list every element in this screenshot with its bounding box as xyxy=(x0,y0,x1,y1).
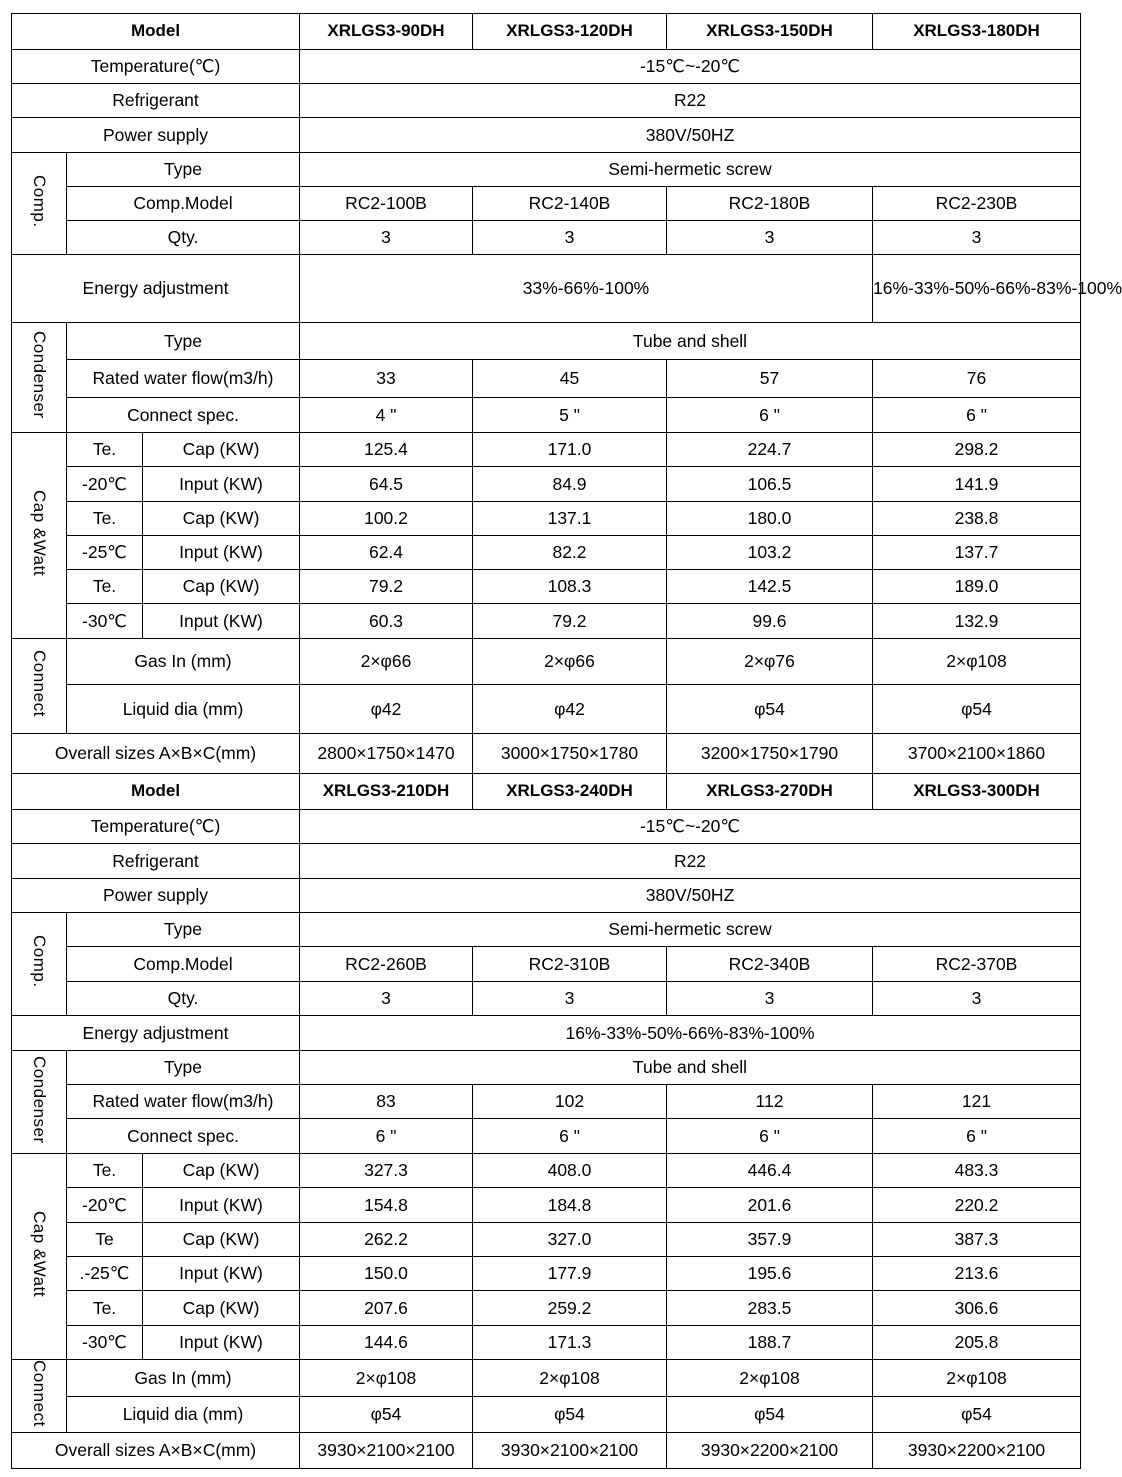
liquid-dia-cell: φ42 xyxy=(473,685,667,734)
input-value: 82.2 xyxy=(473,536,667,570)
cap-value: 189.0 xyxy=(873,570,1081,604)
table-row xyxy=(12,1188,1081,1223)
connect-group-label-text: Connect xyxy=(30,650,50,717)
power-supply-value: 380V/50HZ xyxy=(300,118,1081,153)
table-row xyxy=(12,734,1081,774)
energy-adjustment-label: Energy adjustment xyxy=(12,255,300,323)
te-label: Te. xyxy=(67,1291,143,1326)
power-supply-value: 380V/50HZ xyxy=(300,879,1081,913)
table-row xyxy=(12,118,1081,153)
comp-group-label-text: Comp. xyxy=(30,935,50,988)
connect-spec-cell: 6 " xyxy=(473,1119,667,1154)
connect-spec-label: Connect spec. xyxy=(67,1119,300,1154)
input-value: 150.0 xyxy=(300,1257,473,1291)
condenser-type-value: Tube and shell xyxy=(300,323,1081,360)
qty-cell: 3 xyxy=(473,982,667,1016)
cap-kw-label: Cap (KW) xyxy=(143,502,300,536)
comp-type-value: Semi-hermetic screw xyxy=(300,913,1081,947)
model-label: Model xyxy=(12,14,300,50)
cap-watt-group-label-text: Cap &Watt xyxy=(30,489,50,577)
cap-watt-group-label-text: Cap &Watt xyxy=(30,1210,50,1298)
table-row xyxy=(12,947,1081,982)
qty-cell: 3 xyxy=(473,221,667,255)
cap-value: 125.4 xyxy=(300,433,473,467)
table-row xyxy=(12,1360,1081,1397)
table-row xyxy=(12,1291,1081,1326)
input-value: 62.4 xyxy=(300,536,473,570)
connect-spec-label: Connect spec. xyxy=(67,398,300,433)
condenser-type-value: Tube and shell xyxy=(300,1051,1081,1085)
te-label: Te. xyxy=(67,502,143,536)
table-row xyxy=(12,398,1081,433)
gas-in-cell: 2×φ108 xyxy=(667,1360,873,1397)
table-row xyxy=(12,639,1081,685)
comp-model-cell: RC2-310B xyxy=(473,947,667,982)
connect-spec-cell: 6 " xyxy=(873,1119,1081,1154)
condenser-group-label-text: Condenser xyxy=(30,331,50,419)
input-kw-label: Input (KW) xyxy=(143,1257,300,1291)
comp-group-label xyxy=(12,913,67,1016)
refrigerant-label: Refrigerant xyxy=(12,844,300,879)
condenser-type-label: Type xyxy=(67,1051,300,1085)
table-row xyxy=(12,1257,1081,1291)
connect-spec-cell: 4 " xyxy=(300,398,473,433)
condenser-group-label xyxy=(12,323,67,433)
cap-value: 408.0 xyxy=(473,1154,667,1188)
comp-group-label xyxy=(12,153,67,255)
comp-model-cell: RC2-140B xyxy=(473,187,667,221)
qty-label: Qty. xyxy=(67,982,300,1016)
cap-kw-label: Cap (KW) xyxy=(143,1154,300,1188)
overall-size-cell: 3000×1750×1780 xyxy=(473,734,667,774)
connect-group-label-text: Connect xyxy=(30,1360,50,1427)
temperature-label: Temperature(℃) xyxy=(12,810,300,844)
refrigerant-label: Refrigerant xyxy=(12,84,300,118)
input-value: 205.8 xyxy=(873,1326,1081,1360)
input-value: 188.7 xyxy=(667,1326,873,1360)
liquid-dia-cell: φ54 xyxy=(667,1397,873,1433)
connect-group-label xyxy=(12,639,67,734)
table-row xyxy=(12,1085,1081,1119)
overall-sizes-label: Overall sizes A×B×C(mm) xyxy=(12,1433,300,1469)
gas-in-cell: 2×φ66 xyxy=(473,639,667,685)
table-row xyxy=(12,1223,1081,1257)
power-supply-label: Power supply xyxy=(12,879,300,913)
model-label: Model xyxy=(12,774,300,810)
condenser-group-label-text: Condenser xyxy=(30,1055,50,1144)
qty-cell: 3 xyxy=(667,221,873,255)
qty-cell: 3 xyxy=(667,982,873,1016)
water-flow-cell: 112 xyxy=(667,1085,873,1119)
te-label: Te xyxy=(67,1223,143,1257)
table-row xyxy=(12,1119,1081,1154)
model-name-cell: XRLGS3-180DH xyxy=(873,14,1081,50)
power-supply-label: Power supply xyxy=(12,118,300,153)
liquid-dia-cell: φ54 xyxy=(473,1397,667,1433)
input-value: 213.6 xyxy=(873,1257,1081,1291)
temperature-value: -15℃~-20℃ xyxy=(300,810,1081,844)
cap-value: 327.3 xyxy=(300,1154,473,1188)
input-value: 177.9 xyxy=(473,1257,667,1291)
overall-size-cell: 3700×2100×1860 xyxy=(873,734,1081,774)
liquid-dia-cell: φ54 xyxy=(667,685,873,734)
cap-value: 306.6 xyxy=(873,1291,1081,1326)
table-row xyxy=(12,536,1081,570)
table-row xyxy=(12,502,1081,536)
gas-in-cell: 2×φ66 xyxy=(300,639,473,685)
water-flow-cell: 57 xyxy=(667,360,873,398)
table-row xyxy=(12,14,1081,50)
input-kw-label: Input (KW) xyxy=(143,1188,300,1223)
water-flow-label: Rated water flow(m3/h) xyxy=(67,1085,300,1119)
te-temp-label: .-25℃ xyxy=(67,1257,143,1291)
cap-kw-label: Cap (KW) xyxy=(143,433,300,467)
comp-model-cell: RC2-260B xyxy=(300,947,473,982)
spec-table xyxy=(11,13,1122,1469)
water-flow-cell: 33 xyxy=(300,360,473,398)
connect-spec-cell: 6 " xyxy=(873,398,1081,433)
table-row xyxy=(12,685,1081,734)
water-flow-cell: 102 xyxy=(473,1085,667,1119)
water-flow-cell: 121 xyxy=(873,1085,1081,1119)
table-row xyxy=(12,1433,1081,1469)
table-row xyxy=(12,570,1081,604)
input-value: 79.2 xyxy=(473,604,667,639)
input-value: 144.6 xyxy=(300,1326,473,1360)
table-row xyxy=(12,774,1081,810)
input-value: 137.7 xyxy=(873,536,1081,570)
comp-model-cell: RC2-370B xyxy=(873,947,1081,982)
water-flow-cell: 83 xyxy=(300,1085,473,1119)
overall-size-cell: 3930×2200×2100 xyxy=(667,1433,873,1469)
qty-label: Qty. xyxy=(67,221,300,255)
input-value: 171.3 xyxy=(473,1326,667,1360)
te-temp-label: -20℃ xyxy=(67,467,143,502)
qty-cell: 3 xyxy=(300,221,473,255)
table-row xyxy=(12,84,1081,118)
cap-value: 207.6 xyxy=(300,1291,473,1326)
cap-value: 357.9 xyxy=(667,1223,873,1257)
model-name-cell: XRLGS3-300DH xyxy=(873,774,1081,810)
connect-spec-cell: 5 " xyxy=(473,398,667,433)
condenser-type-label: Type xyxy=(67,323,300,360)
cap-value: 298.2 xyxy=(873,433,1081,467)
connect-spec-cell: 6 " xyxy=(667,1119,873,1154)
te-temp-label: -20℃ xyxy=(67,1188,143,1223)
water-flow-cell: 45 xyxy=(473,360,667,398)
comp-group-label-text: Comp. xyxy=(30,174,50,228)
table-row xyxy=(12,844,1081,879)
liquid-dia-cell: φ54 xyxy=(873,685,1081,734)
input-value: 195.6 xyxy=(667,1257,873,1291)
te-label: Te. xyxy=(67,433,143,467)
input-value: 84.9 xyxy=(473,467,667,502)
cap-kw-label: Cap (KW) xyxy=(143,1291,300,1326)
energy-adjustment-value: 16%-33%-50%-66%-83%-100% xyxy=(300,1016,1081,1051)
cap-value: 483.3 xyxy=(873,1154,1081,1188)
table-row xyxy=(12,221,1081,255)
input-value: 64.5 xyxy=(300,467,473,502)
table-row xyxy=(12,1051,1081,1085)
input-kw-label: Input (KW) xyxy=(143,1326,300,1360)
cap-value: 283.5 xyxy=(667,1291,873,1326)
comp-type-label: Type xyxy=(67,153,300,187)
table-row xyxy=(12,433,1081,467)
cap-value: 79.2 xyxy=(300,570,473,604)
qty-cell: 3 xyxy=(873,982,1081,1016)
input-kw-label: Input (KW) xyxy=(143,604,300,639)
input-value: 220.2 xyxy=(873,1188,1081,1223)
comp-model-cell: RC2-340B xyxy=(667,947,873,982)
model-name-cell: XRLGS3-240DH xyxy=(473,774,667,810)
refrigerant-value: R22 xyxy=(300,844,1081,879)
input-value: 99.6 xyxy=(667,604,873,639)
qty-cell: 3 xyxy=(300,982,473,1016)
liquid-dia-cell: φ42 xyxy=(300,685,473,734)
cap-value: 171.0 xyxy=(473,433,667,467)
comp-type-value: Semi-hermetic screw xyxy=(300,153,1081,187)
table-row xyxy=(12,187,1081,221)
input-value: 141.9 xyxy=(873,467,1081,502)
model-name-cell: XRLGS3-90DH xyxy=(300,14,473,50)
water-flow-cell: 76 xyxy=(873,360,1081,398)
gas-in-cell: 2×φ108 xyxy=(300,1360,473,1397)
gas-in-label: Gas In (mm) xyxy=(67,1360,300,1397)
overall-sizes-label: Overall sizes A×B×C(mm) xyxy=(12,734,300,774)
overall-size-cell: 3930×2100×2100 xyxy=(473,1433,667,1469)
table-row xyxy=(12,879,1081,913)
input-value: 60.3 xyxy=(300,604,473,639)
input-value: 201.6 xyxy=(667,1188,873,1223)
gas-in-cell: 2×φ108 xyxy=(873,639,1081,685)
cap-value: 100.2 xyxy=(300,502,473,536)
cap-value: 224.7 xyxy=(667,433,873,467)
refrigerant-value: R22 xyxy=(300,84,1081,118)
overall-size-cell: 3930×2100×2100 xyxy=(300,1433,473,1469)
te-temp-label: -30℃ xyxy=(67,604,143,639)
cap-value: 262.2 xyxy=(300,1223,473,1257)
liquid-dia-cell: φ54 xyxy=(873,1397,1081,1433)
table-row xyxy=(12,1154,1081,1188)
cap-value: 142.5 xyxy=(667,570,873,604)
gas-in-cell: 2×φ76 xyxy=(667,639,873,685)
overall-size-cell: 3200×1750×1790 xyxy=(667,734,873,774)
energy-adjustment-value: 16%-33%-50%-66%-83%-100% xyxy=(873,255,1081,323)
table-row xyxy=(12,323,1081,360)
input-value: 132.9 xyxy=(873,604,1081,639)
liquid-dia-label: Liquid dia (mm) xyxy=(67,1397,300,1433)
connect-spec-cell: 6 " xyxy=(300,1119,473,1154)
gas-in-cell: 2×φ108 xyxy=(873,1360,1081,1397)
cap-value: 387.3 xyxy=(873,1223,1081,1257)
energy-adjustment-value: 33%-66%-100% xyxy=(300,255,873,323)
input-value: 106.5 xyxy=(667,467,873,502)
cap-value: 180.0 xyxy=(667,502,873,536)
comp-model-cell: RC2-100B xyxy=(300,187,473,221)
connect-group-label xyxy=(12,1360,67,1433)
cap-watt-group-label xyxy=(12,433,67,639)
input-value: 103.2 xyxy=(667,536,873,570)
comp-model-cell: RC2-180B xyxy=(667,187,873,221)
table-row xyxy=(12,1016,1081,1051)
comp-model-cell: RC2-230B xyxy=(873,187,1081,221)
table-row xyxy=(12,467,1081,502)
table-row xyxy=(12,50,1081,84)
cap-kw-label: Cap (KW) xyxy=(143,570,300,604)
cap-value: 446.4 xyxy=(667,1154,873,1188)
liquid-dia-cell: φ54 xyxy=(300,1397,473,1433)
cap-value: 259.2 xyxy=(473,1291,667,1326)
table-row xyxy=(12,1397,1081,1433)
gas-in-cell: 2×φ108 xyxy=(473,1360,667,1397)
table-row xyxy=(12,153,1081,187)
model-name-cell: XRLGS3-150DH xyxy=(667,14,873,50)
table-row xyxy=(12,982,1081,1016)
table-row xyxy=(12,1326,1081,1360)
model-name-cell: XRLGS3-120DH xyxy=(473,14,667,50)
model-name-cell: XRLGS3-210DH xyxy=(300,774,473,810)
input-value: 154.8 xyxy=(300,1188,473,1223)
condenser-group-label xyxy=(12,1051,67,1154)
te-label: Te. xyxy=(67,570,143,604)
table-row xyxy=(12,360,1081,398)
cap-value: 137.1 xyxy=(473,502,667,536)
input-value: 184.8 xyxy=(473,1188,667,1223)
qty-cell: 3 xyxy=(873,221,1081,255)
water-flow-label: Rated water flow(m3/h) xyxy=(67,360,300,398)
input-kw-label: Input (KW) xyxy=(143,536,300,570)
table-row xyxy=(12,604,1081,639)
cap-value: 238.8 xyxy=(873,502,1081,536)
cap-value: 327.0 xyxy=(473,1223,667,1257)
te-temp-label: -25℃ xyxy=(67,536,143,570)
input-kw-label: Input (KW) xyxy=(143,467,300,502)
temperature-value: -15℃~-20℃ xyxy=(300,50,1081,84)
cap-value: 108.3 xyxy=(473,570,667,604)
model-name-cell: XRLGS3-270DH xyxy=(667,774,873,810)
cap-kw-label: Cap (KW) xyxy=(143,1223,300,1257)
table-row xyxy=(12,255,1081,323)
cap-watt-group-label xyxy=(12,1154,67,1360)
temperature-label: Temperature(℃) xyxy=(12,50,300,84)
table-row xyxy=(12,810,1081,844)
comp-model-label: Comp.Model xyxy=(67,187,300,221)
connect-spec-cell: 6 " xyxy=(667,398,873,433)
table-row xyxy=(12,913,1081,947)
te-temp-label: -30℃ xyxy=(67,1326,143,1360)
overall-size-cell: 3930×2200×2100 xyxy=(873,1433,1081,1469)
te-label: Te. xyxy=(67,1154,143,1188)
comp-model-label: Comp.Model xyxy=(67,947,300,982)
energy-adjustment-label: Energy adjustment xyxy=(12,1016,300,1051)
gas-in-label: Gas In (mm) xyxy=(67,639,300,685)
overall-size-cell: 2800×1750×1470 xyxy=(300,734,473,774)
comp-type-label: Type xyxy=(67,913,300,947)
liquid-dia-label: Liquid dia (mm) xyxy=(67,685,300,734)
